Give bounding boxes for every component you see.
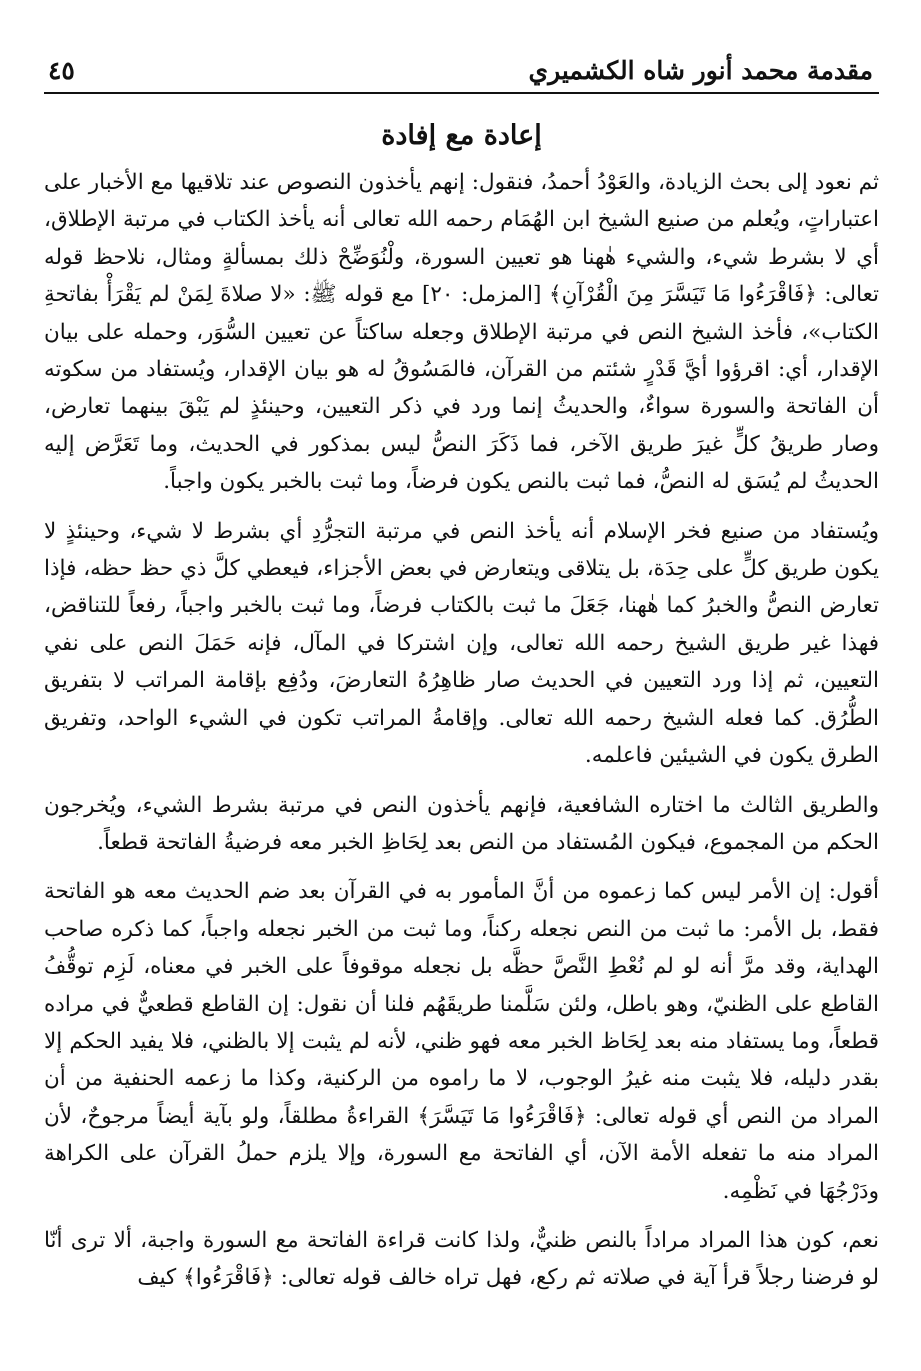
- body-text: [44, 164, 879, 1297]
- paragraph: نعم، كون هذا المراد مراداً بالنص ظنيٌّ، ولذا كانت قراءة الفاتحة مع السورة واجبة، ألا ترى أنّا لو فرضنا رجلاً قرأ آية في صلاته ثم ركع، فهل تراه خالف قوله تعالى: ﴿فَاقْرَءُوا﴾ كيف: [44, 1227, 879, 1291]
- book-title: مقدمة محمد أنور شاه الكشميري: [528, 56, 873, 85]
- page-number: ٤٥: [48, 56, 75, 85]
- paragraph: والطريق الثالث ما اختاره الشافعية، فإنهم يأخذون النص في مرتبة بشرط الشيء، ويُخرجون الحكم من المجموع، فيكون المُستفاد من النص بعد لِحَاظِ الخبر معه فرضيةُ الفاتحة قطعاً.: [44, 792, 879, 855]
- paragraph: ثم نعود إلى بحث الزيادة، والعَوْدُ أحمدُ، فنقول: إنهم يأخذون النصوص عند تلاقيها مع الأخبار على اعتباراتٍ، ويُعلم من صنيع الشيخ ابن الهُمَام رحمه الله تعالى أنه يأخذ الكتاب في مرتبة الإطلاق، أي لا بشرط شيء، والشيء هٰهنا هو تعيين السورة، ولْنُوَضِّحْ ذلك بمسألةٍ ومثال، نلاحظ قوله تعالى: ﴿فَاقْرَءُوا مَا تَيَسَّرَ مِنَ الْقُرْآنِ﴾ [المزمل: ٢٠] مع قوله ﷺ: «لا صلاةَ لِمَنْ لم يَقْرَأْ بفاتحةِ الكتاب»، فأخذ الشيخ النص في مرتبة الإطلاق وجعله ساكتاً عن تعيين السُّوَر، وحمله على بيان الإقدار، أي: اقرؤوا أيَّ قَدْرٍ شئتم من القرآن، فالمَسُوقُ له هو بيان الإقدار، ويُستفاد من سكوته أن الفاتحة والسورة سواءٌ، والحديثُ إنما ورد في ذكر التعيين، وحينئذٍ لم يَبْقَ بينهما تعارض، وصار طريقُ كلٍّ غيرَ طريق الآخر، فما ذَكَرَ النصُّ ليس بمذكور في الحديث، وما تَعَرَّض إليه الحديثُ لم يُسَق له النصُّ، فما ثبت بالنص يكون فرضاً، وما ثبت بالخبر يكون واجباً.: [44, 170, 879, 495]
- section-heading: إعادة مع إفادة: [381, 120, 542, 151]
- paragraph: ويُستفاد من صنيع فخر الإسلام أنه يأخذ النص في مرتبة التجرُّدِ أي بشرط لا شيء، وحينئذٍ لا يكون طريق كلٍّ على حِدَة، بل يتلاقى ويتعارض في بعض الأجزاء، فيعطي كلَّ ذي حظ حظه، فإذا تعارض النصُّ والخبرُ كما هٰهنا، جَعَلَ ما ثبت بالكتاب فرضاً، وما ثبت بالخبر واجباً، رفعاً للتناقض، فهذا غير طريق الشيخ رحمه الله تعالى، وإن اشتركا في المآل، فإنه حَمَلَ النص على نفي التعيين، ثم إذا ورد التعيين في الحديث صار ظاهِرُهُ التعارضَ، ودُفِع بإقامة المراتب لا بتفريق الطُّرُق. كما فعله الشيخ رحمه الله تعالى. وإقامةُ المراتب تكون في الشيء الواحد، وتفريق الطرق يكون في الشيئين فاعلمه.: [44, 518, 879, 769]
- paragraph: أقول: إن الأمر ليس كما زعموه من أنَّ المأمور به في القرآن بعد ضم الحديث معه هو الفاتحة فقط، بل الأمر: ما ثبت من النص نجعله ركناً، وما ثبت من الخبر نجعله واجباً، كما ذكره صاحب الهداية، وقد مرَّ أنه لو لم نُعْطِ النَّصَّ حظَّه بل نجعله موقوفاً على الخبر في معناه، لَزِم توقُّفُ القاطع على الظنيّ، وهو باطل، ولئن سَلَّمنا طريقَهُم فلنا أن نقول: إن القاطع قطعيٌّ في مراده قطعاً، وما يستفاد منه بعد لِحَاظ الخبر معه فهو ظني، لأنه لم يثبت إلا بالظني، فلا يفيد الحكم إلا بقدر دليله، فلا يثبت منه غيرُ الوجوب، لا ما راموه من الركنية، وكذا ما زعمه الحنفية من أن المراد من النص أي قوله تعالى: ﴿فَاقْرَءُوا مَا تَيَسَّرَ﴾ القراءةُ مطلقاً، ولو بآية أيضاً مرجوحٌ، لأن المراد منه ما تفعله الأمة الآن، أي الفاتحة مع السورة، وإلا يلزم حملُ القرآن على الكراهة ودَرْجُهَا في نَظْمِه.: [44, 879, 879, 1204]
- running-header: [44, 42, 879, 94]
